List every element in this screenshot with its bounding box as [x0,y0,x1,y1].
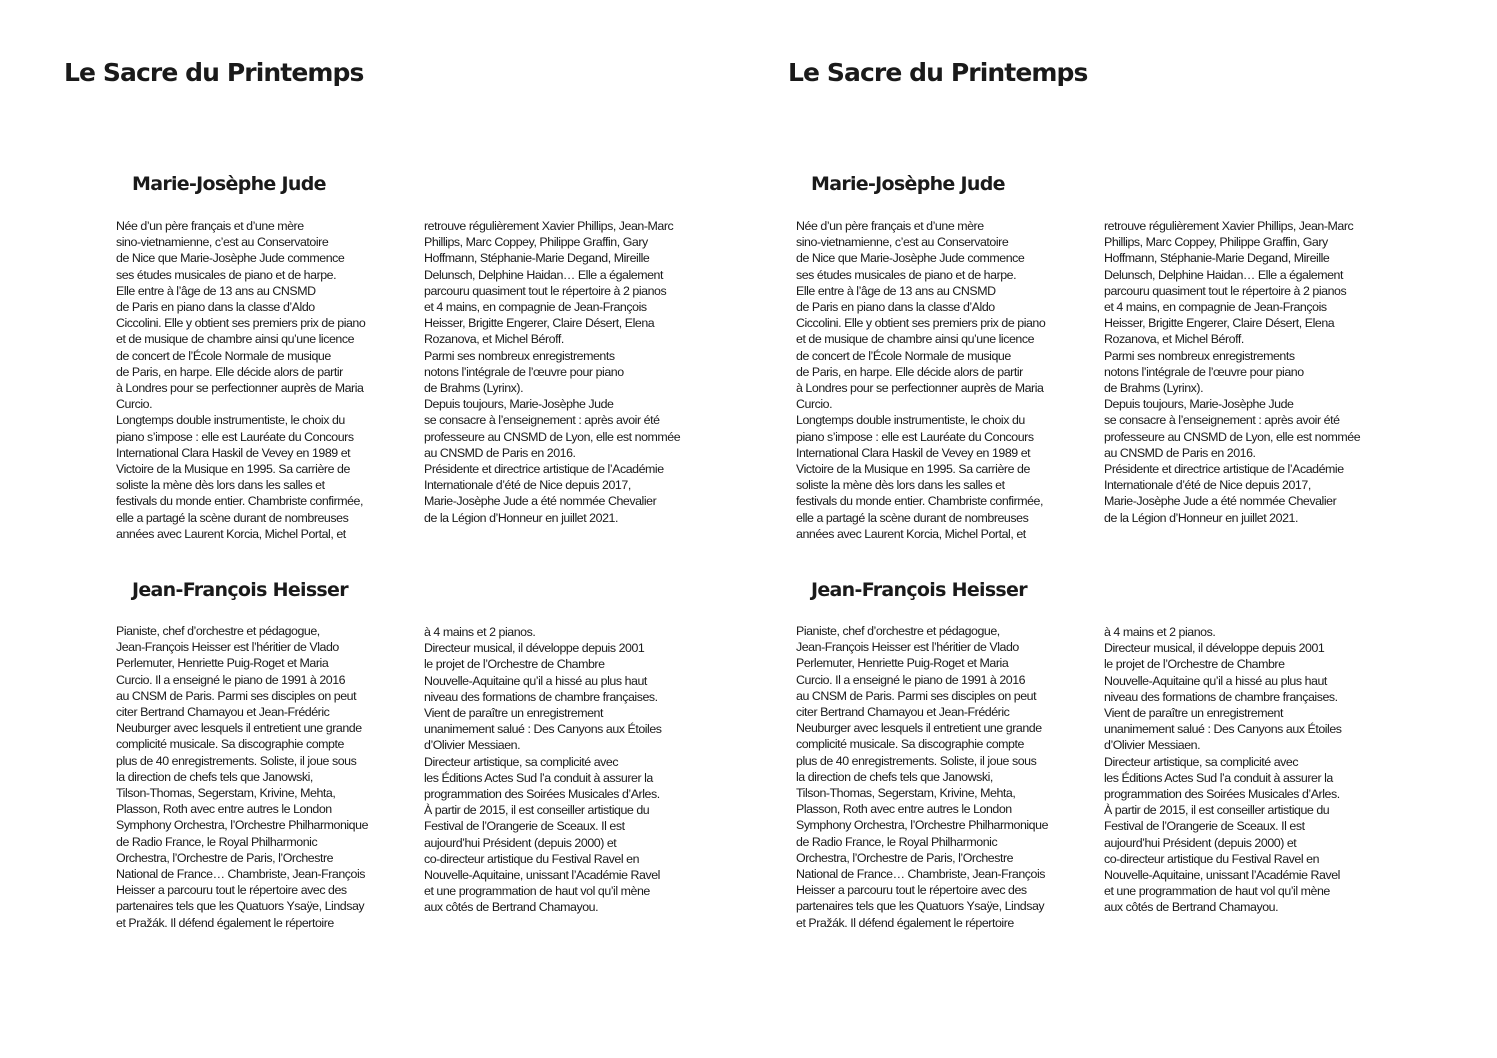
text-line: au CNSMD de Paris en 2016. [1104,445,1256,460]
text-line: Symphony Orchestra, l’Orchestre Philharmonique [796,818,1049,833]
text-line: et Pražák. Il défend également le répertoire [796,915,1014,930]
text-line: Festival de l’Orangerie de Sceaux. Il est [424,819,625,834]
text-line: la direction de chefs tels que Janowski, [796,769,993,784]
text-line: de Paris, en harpe. Elle décide alors de partir [116,364,343,379]
text-line: Présidente et directrice artistique de l’Académie [1104,462,1344,477]
text-line: Elle entre à l’âge de 13 ans au CNSMD [796,283,996,298]
text-line: Curcio. [116,397,153,412]
text-line: festivals du monde entier. Chambriste confirmée, [796,494,1043,509]
text-line: à Londres pour se perfectionner auprès de Maria [116,381,364,396]
text-line: et 4 mains, en compagnie de Jean-François [424,300,647,315]
text-line: Jean-François Heisser est l’héritier de Vlado [796,640,1019,655]
text-line: et une programmation de haut vol qu’il mène [1104,884,1330,899]
text-line: de Paris en piano dans la classe d’Aldo [796,300,995,315]
text-line: le projet de l’Orchestre de Chambre [424,657,605,672]
text-line: National de France… Chambriste, Jean-François [116,867,366,882]
text-line: Internationale d’été de Nice depuis 2017, [1104,478,1311,493]
text-line: professeure au CNSMD de Lyon, elle est nommée [1104,429,1361,444]
right-page [748,0,1496,1058]
text-line: au CNSMD de Paris en 2016. [424,445,576,460]
text-line: années avec Laurent Korcia, Michel Portal, et [796,526,1026,541]
text-line: Marie-Josèphe Jude a été nommée Chevalier [424,494,657,509]
text-line: International Clara Haskil de Vevey en 1989 et [796,445,1031,460]
text-line: unanimement salué : Des Canyons aux Étoiles [424,722,662,737]
text-line: Internationale d’été de Nice depuis 2017, [424,478,631,493]
text-line: à 4 mains et 2 pianos. [424,625,536,639]
text-line: d’Olivier Messiaen. [1104,738,1201,753]
text-line: années avec Laurent Korcia, Michel Portal, et [116,526,346,541]
text-line: aujourd’hui Président (depuis 2000) et [424,835,617,850]
text-line: Hoffmann, Stéphanie-Marie Degand, Mireille [1104,251,1330,266]
text-line: les Éditions Actes Sud l’a conduit à assurer la [1104,770,1333,785]
text-line: Hoffmann, Stéphanie-Marie Degand, Mireille [424,251,650,266]
text-line: la direction de chefs tels que Janowski, [116,769,313,784]
text-line: Perlemuter, Henriette Puig-Roget et Maria [116,656,329,671]
text-line: de la Légion d’Honneur en juillet 2021. [1104,510,1298,525]
text-line: retrouve régulièrement Xavier Phillips, Jean-Marc [1104,219,1354,233]
text-line: partenaires tels que les Quatuors Ysaÿe, Lindsay [116,899,365,914]
text-line: Symphony Orchestra, l’Orchestre Philharmonique [116,818,369,833]
text-line: et 4 mains, en compagnie de Jean-François [1104,300,1327,315]
text-line: sino-vietnamienne, c’est au Conservatoire [116,235,329,250]
text-line: aujourd’hui Président (depuis 2000) et [1104,835,1297,850]
text-line: Directeur artistique, sa complicité avec [1104,754,1299,769]
text-line: de Nice que Marie-Josèphe Jude commence [116,251,345,266]
text-line: Heisser, Brigitte Engerer, Claire Désert, Elena [424,316,655,331]
text-line: de Brahms (Lyrinx). [424,381,524,396]
text-line: retrouve régulièrement Xavier Phillips, Jean-Marc [424,219,674,233]
text-line: Parmi ses nombreux enregistrements [424,348,615,363]
text-line: sino-vietnamienne, c’est au Conservatoire [796,235,1009,250]
document-title: Le Sacre du Printemps [788,58,1088,87]
text-line: Ciccolini. Elle y obtient ses premiers prix de piano [796,316,1046,331]
text-line: au CNSM de Paris. Parmi ses disciples on peut [796,688,1037,703]
text-line: Plasson, Roth avec entre autres le London [796,802,1012,817]
text-line: Nouvelle-Aquitaine, unissant l’Académie Ravel [1104,868,1340,883]
text-line: et une programmation de haut vol qu’il mène [424,884,650,899]
text-line: au CNSM de Paris. Parmi ses disciples on peut [116,688,357,703]
text-line: Vient de paraître un enregistrement [1104,706,1283,721]
jude-bio-column-1 [796,218,1045,542]
text-line: ses études musicales de piano et de harpe. [796,267,1017,282]
text-line: Victoire de la Musique en 1995. Sa carrière de [796,462,1030,477]
text-line: professeure au CNSMD de Lyon, elle est nommée [424,429,681,444]
section-title-heisser: Jean-François Heisser [811,579,1027,601]
text-line: Orchestra, l’Orchestre de Paris, l’Orchestre [116,850,334,865]
text-line: programmation des Soirées Musicales d’Arles. [1104,787,1340,802]
text-line: de Paris en piano dans la classe d’Aldo [116,300,315,315]
jude-bio-column-2 [1104,218,1360,526]
text-line: Festival de l’Orangerie de Sceaux. Il est [1104,819,1305,834]
text-line: d’Olivier Messiaen. [424,738,521,753]
heisser-bio-column-2 [424,624,662,916]
text-line: À partir de 2015, il est conseiller artistique du [1104,803,1330,818]
text-line: plus de 40 enregistrements. Soliste, il joue sous [796,753,1037,768]
text-line: aux côtés de Bertrand Chamayou. [1104,900,1279,915]
text-line: parcouru quasiment tout le répertoire à 2 pianos [1104,283,1347,298]
text-line: Heisser a parcouru tout le répertoire avec des [796,883,1027,898]
text-line: Parmi ses nombreux enregistrements [1104,348,1295,363]
text-line: complicité musicale. Sa discographie compte [116,737,344,752]
text-line: elle a partagé la scène durant de nombreuses [116,510,349,525]
heisser-bio-column-1 [796,623,1048,931]
text-line: les Éditions Actes Sud l’a conduit à assurer la [424,770,653,785]
text-line: Curcio. Il a enseigné le piano de 1991 à 2016 [796,672,1026,687]
text-line: niveau des formations de chambre françaises. [424,689,658,704]
text-line: Phillips, Marc Coppey, Philippe Graffin, Gary [1104,235,1328,250]
text-line: soliste la mène dès lors dans les salles et [796,478,1005,493]
text-line: festivals du monde entier. Chambriste confirmée, [116,494,363,509]
text-line: le projet de l’Orchestre de Chambre [1104,657,1285,672]
text-line: complicité musicale. Sa discographie compte [796,737,1024,752]
text-line: Tilson-Thomas, Segerstam, Krivine, Mehta, [116,786,336,801]
text-line: Nouvelle-Aquitaine qu’il a hissé au plus haut [1104,673,1327,688]
text-line: piano s’impose : elle est Lauréate du Concours [116,429,354,444]
jude-bio-column-2 [424,218,680,526]
text-line: Elle entre à l’âge de 13 ans au CNSMD [116,283,316,298]
text-line: citer Bertrand Chamayou et Jean-Frédéric [796,705,1010,720]
text-line: Neuburger avec lesquels il entretient une grande [796,721,1042,736]
text-line: Rozanova, et Michel Béroff. [424,332,564,347]
text-line: Phillips, Marc Coppey, Philippe Graffin, Gary [424,235,648,250]
text-line: et de musique de chambre ainsi qu’une licence [116,332,355,347]
text-line: à Londres pour se perfectionner auprès de Maria [796,381,1044,396]
text-line: Victoire de la Musique en 1995. Sa carrière de [116,462,350,477]
text-line: Delunsch, Delphine Haidan… Elle a également [424,267,663,282]
heisser-bio-column-1 [116,623,368,931]
text-line: Nouvelle-Aquitaine qu’il a hissé au plus haut [424,673,647,688]
text-line: notons l’intégrale de l’œuvre pour piano [1104,364,1304,379]
text-line: Heisser a parcouru tout le répertoire avec des [116,883,347,898]
text-line: Directeur musical, il développe depuis 2001 [424,641,645,656]
text-line: Longtemps double instrumentiste, le choix du [116,413,345,428]
text-line: co-directeur artistique du Festival Ravel en [424,851,640,866]
text-line: soliste la mène dès lors dans les salles et [116,478,325,493]
text-line: Nouvelle-Aquitaine, unissant l’Académie Ravel [424,868,660,883]
text-line: citer Bertrand Chamayou et Jean-Frédéric [116,705,330,720]
text-line: aux côtés de Bertrand Chamayou. [424,900,599,915]
text-line: Depuis toujours, Marie-Josèphe Jude [424,397,614,412]
left-page [0,0,748,1058]
text-line: Rozanova, et Michel Béroff. [1104,332,1244,347]
text-line: elle a partagé la scène durant de nombreuses [796,510,1029,525]
text-line: et Pražák. Il défend également le répertoire [116,915,334,930]
text-line: Curcio. Il a enseigné le piano de 1991 à 2016 [116,672,346,687]
text-line: National de France… Chambriste, Jean-François [796,867,1046,882]
text-line: parcouru quasiment tout le répertoire à 2 pianos [424,283,667,298]
text-line: Orchestra, l’Orchestre de Paris, l’Orchestre [796,850,1014,865]
text-line: plus de 40 enregistrements. Soliste, il joue sous [116,753,357,768]
text-line: de Paris, en harpe. Elle décide alors de partir [796,364,1023,379]
text-line: Directeur musical, il développe depuis 2001 [1104,641,1325,656]
text-line: À partir de 2015, il est conseiller artistique du [424,803,650,818]
text-line: de Brahms (Lyrinx). [1104,381,1204,396]
section-title-jude: Marie-Josèphe Jude [811,173,1005,195]
section-title-heisser: Jean-François Heisser [132,579,348,601]
text-line: se consacre à l’enseignement : après avoir été [1104,413,1340,428]
text-line: de la Légion d’Honneur en juillet 2021. [424,510,618,525]
text-line: Ciccolini. Elle y obtient ses premiers prix de piano [116,316,366,331]
text-line: Directeur artistique, sa complicité avec [424,754,619,769]
text-line: Delunsch, Delphine Haidan… Elle a également [1104,267,1343,282]
text-line: Tilson-Thomas, Segerstam, Krivine, Mehta, [796,786,1016,801]
text-line: notons l’intégrale de l’œuvre pour piano [424,364,624,379]
heisser-bio-column-2 [1104,624,1342,916]
text-line: programmation des Soirées Musicales d’Arles. [424,787,660,802]
text-line: Heisser, Brigitte Engerer, Claire Désert, Elena [1104,316,1335,331]
text-line: Neuburger avec lesquels il entretient une grande [116,721,362,736]
text-line: niveau des formations de chambre françaises. [1104,689,1338,704]
text-line: de concert de l’École Normale de musique [796,348,1011,363]
text-line: se consacre à l’enseignement : après avoir été [424,413,660,428]
text-line: de Radio France, le Royal Philharmonic [796,834,998,849]
section-title-jude: Marie-Josèphe Jude [132,173,326,195]
text-line: Plasson, Roth avec entre autres le London [116,802,332,817]
text-line: Présidente et directrice artistique de l’Académie [424,462,664,477]
text-line: Vient de paraître un enregistrement [424,706,603,721]
text-line: Perlemuter, Henriette Puig-Roget et Maria [796,656,1009,671]
text-line: de Radio France, le Royal Philharmonic [116,834,318,849]
document-title: Le Sacre du Printemps [64,58,364,87]
jude-bio-column-1 [116,218,365,542]
text-line: à 4 mains et 2 pianos. [1104,625,1216,639]
text-line: Née d’un père français et d’une mère [116,219,304,233]
text-line: Marie-Josèphe Jude a été nommée Chevalier [1104,494,1337,509]
text-line: unanimement salué : Des Canyons aux Étoiles [1104,722,1342,737]
text-line: piano s’impose : elle est Lauréate du Concours [796,429,1034,444]
text-line: Longtemps double instrumentiste, le choix du [796,413,1025,428]
text-line: Jean-François Heisser est l’héritier de Vlado [116,640,339,655]
text-line: de Nice que Marie-Josèphe Jude commence [796,251,1025,266]
text-line: et de musique de chambre ainsi qu’une licence [796,332,1035,347]
text-line: Pianiste, chef d’orchestre et pédagogue, [796,624,1000,638]
text-line: co-directeur artistique du Festival Ravel en [1104,851,1320,866]
text-line: Curcio. [796,397,833,412]
text-line: ses études musicales de piano et de harpe. [116,267,337,282]
text-line: International Clara Haskil de Vevey en 1989 et [116,445,351,460]
text-line: Pianiste, chef d’orchestre et pédagogue, [116,624,320,638]
text-line: de concert de l’École Normale de musique [116,348,331,363]
text-line: Depuis toujours, Marie-Josèphe Jude [1104,397,1294,412]
text-line: partenaires tels que les Quatuors Ysaÿe, Lindsay [796,899,1045,914]
text-line: Née d’un père français et d’une mère [796,219,984,233]
